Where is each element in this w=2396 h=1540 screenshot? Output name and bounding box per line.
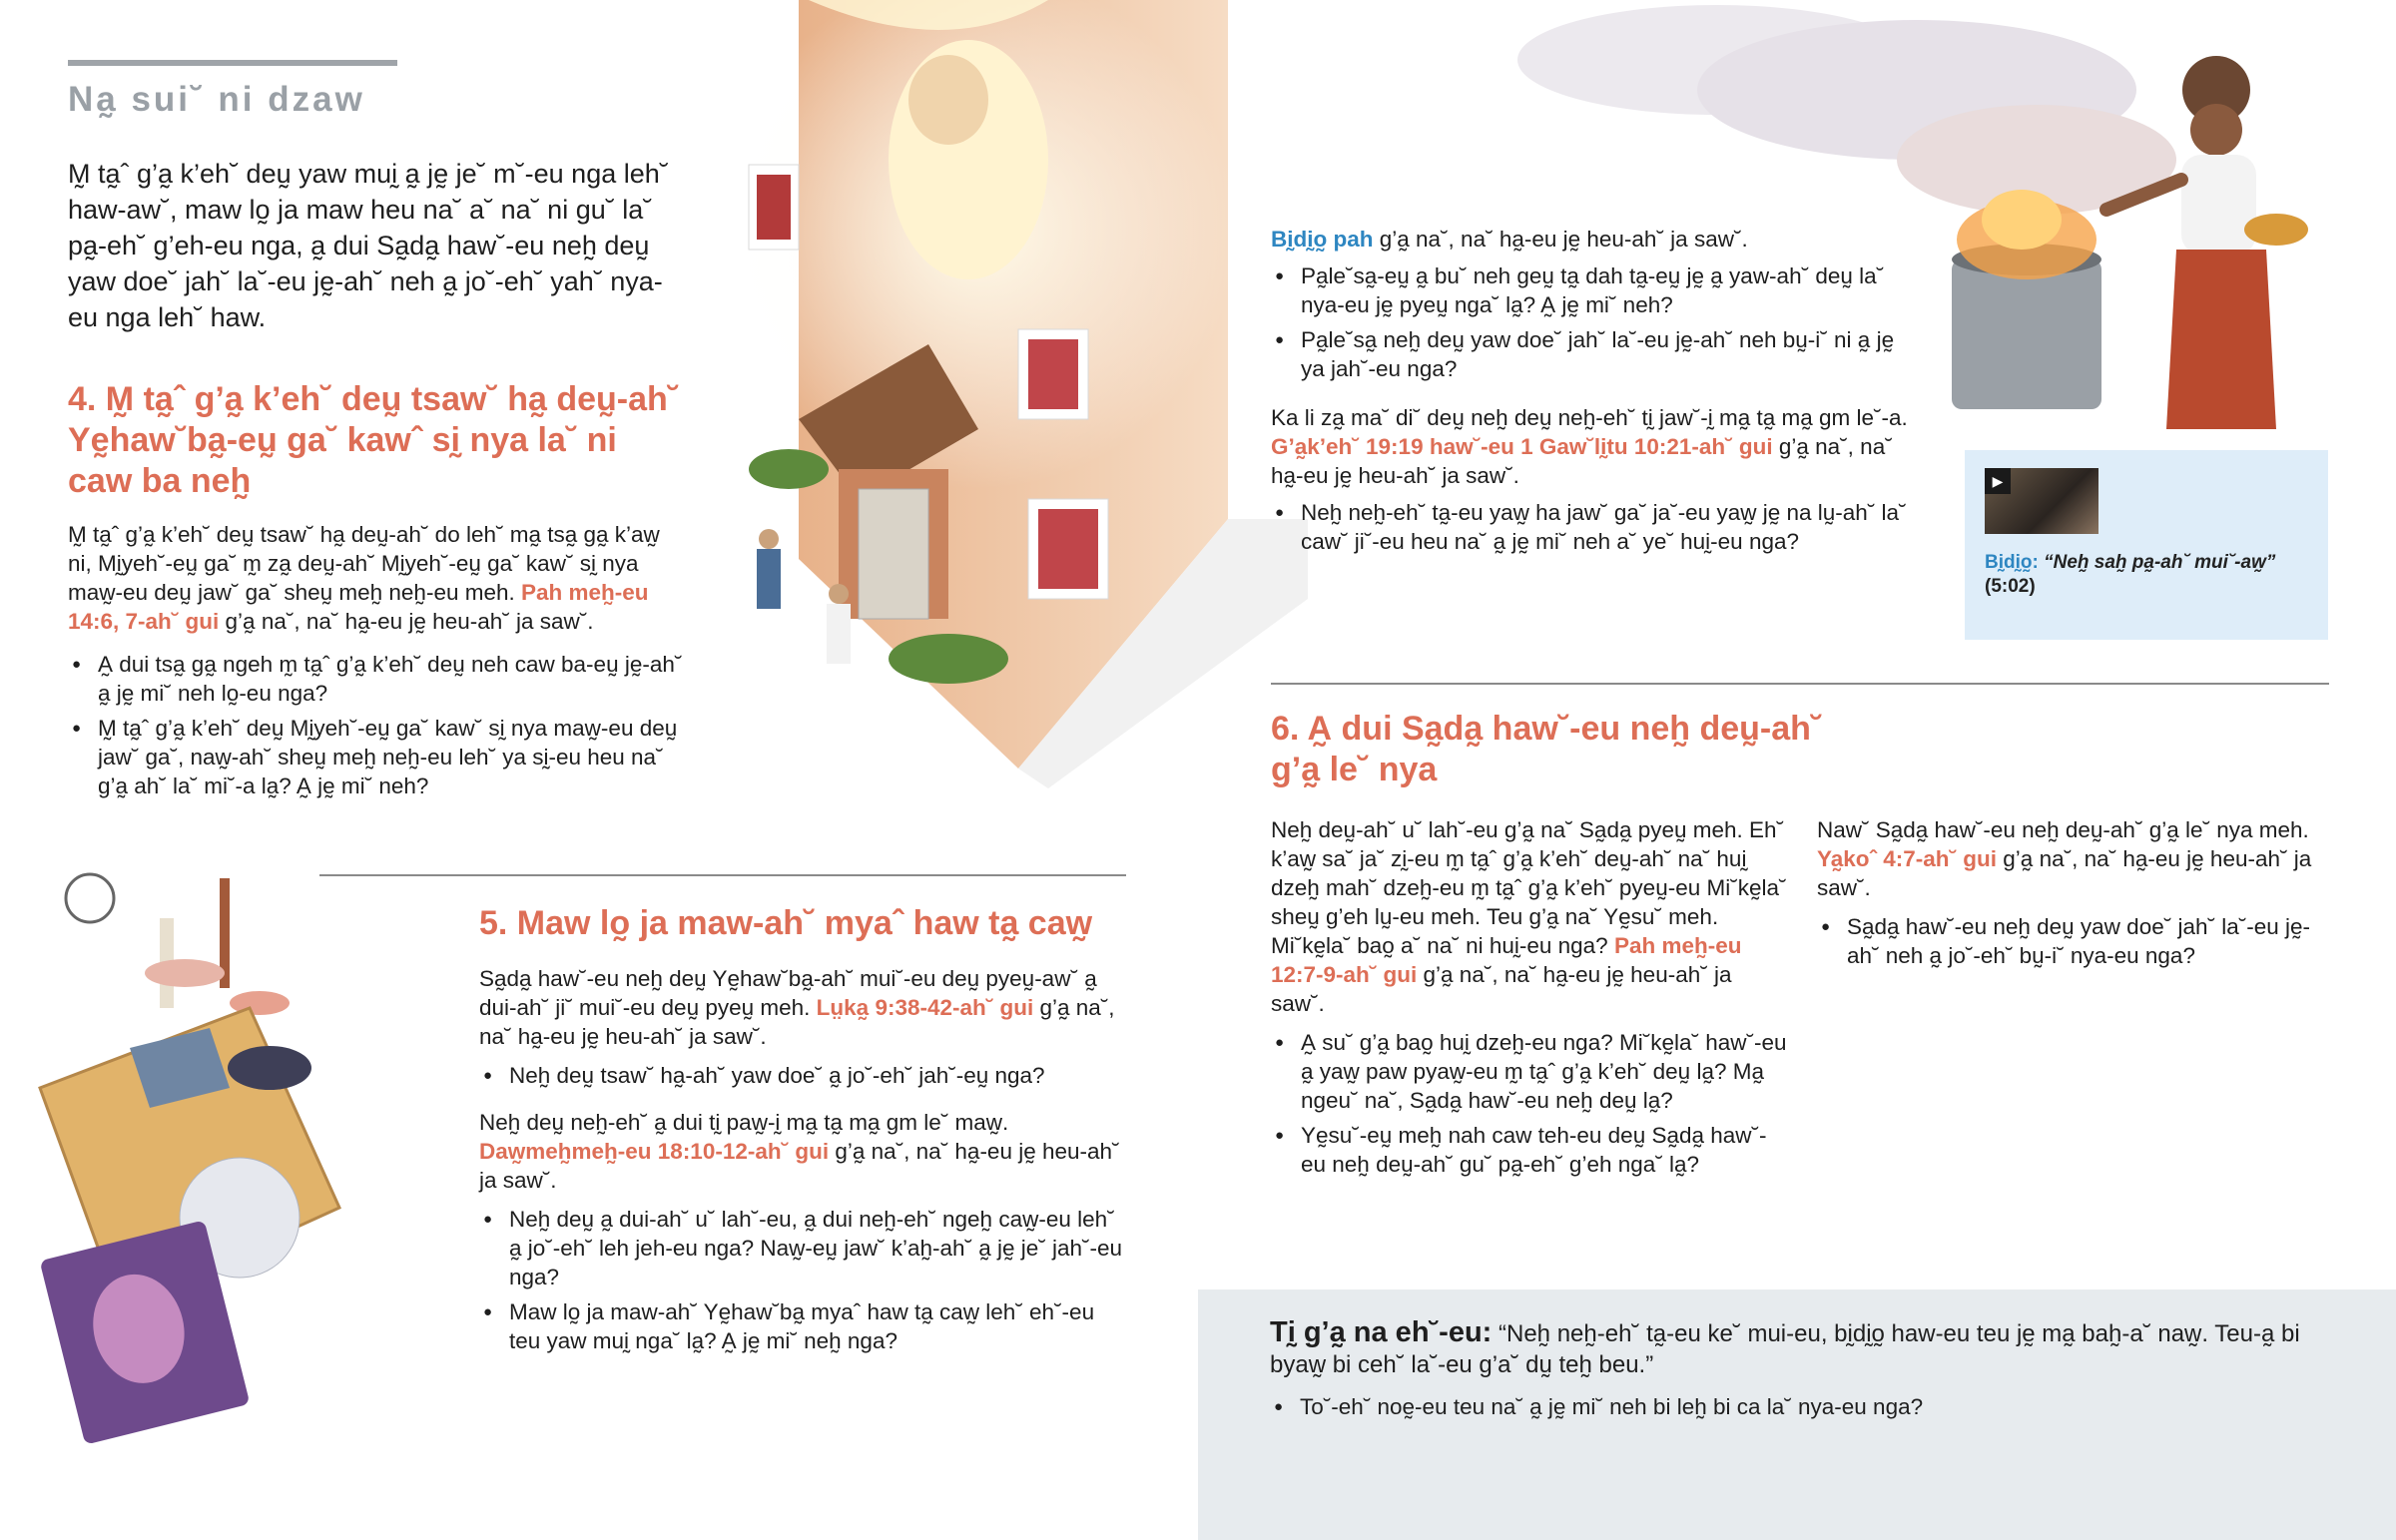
question-item: ● Neh̰ deṵ a̰ dui-ah˘ u˘ lah˘-eu, a̰ dui neh̰-eh˘ ngeh̰ caw̰-eu leh˘ a̰ jo˘-eh˘ leh jeh-eu nga? Naw̰-eṵ jaw˘ k’ah̰-ah˘ a̰ jḛ je˘ jah˘-eu nga? [479, 1205, 1128, 1291]
video-thumbnail[interactable] [1985, 468, 2098, 534]
section-5-ref1-after: g’a̰ na˘, na˘ ha̰-eu jḛ heu-ah˘ ja saw˘. [479, 995, 1115, 1049]
section-5-questions-1 [479, 1061, 1128, 1090]
video-title: “Neh̰ sah̰ pa̰-ah˘ mui˘-aw̰” [2038, 552, 2276, 573]
video-duration: (5:02) [1985, 576, 2036, 597]
section-5-paragraph-2 [479, 1108, 1128, 1195]
section-5-scripture-link-2[interactable]: Daw̰meh̰meh̰-eu 18:10-12-ah˘ gui [479, 1139, 830, 1164]
question-item: ● Maw lo̰ ja maw-ah˘ Yḛhaw˘ba̰ myaˆ haw ta̰ caw̰ leh˘ eh˘-eu teu yaw muḭ nga˘ la̰? A̰ jḛ mi˘ neh̰ nga? [479, 1297, 1128, 1355]
section-6-scripture-link[interactable]: Pah meh̰-eu 12:7-9-ah˘ gui [1271, 933, 1742, 987]
question-item: ● Yḛsu˘-eṵ meh̰ nah caw teh-eu deṵ Sa̰da̰ haw˘-eu neh̰ deṵ-ah˘ gu˘ pa̰-eh˘ g’eh nga˘ la̰? [1271, 1121, 1790, 1179]
video-ref-after: g’a̰ na˘, na˘ ha̰-eu jḛ heu-ah˘ ja saw˘. [1271, 434, 1893, 488]
section-6-ref-after: g’a̰ na˘, na˘ ha̰-eu jḛ heu-ah˘ ja saw˘. [1271, 962, 1732, 1016]
section-6-paragraph [1271, 815, 1790, 1018]
question-item: ● Sa̰da̰ haw˘-eu neh̰ deṵ yaw doe˘ jah˘ la˘-eu jḛ-ah˘ neh a̰ jo˘-eh˘ bṵ-i˘ nya-eu nga? [1817, 912, 2336, 970]
section-4-paragraph [68, 520, 687, 636]
video-questions-2 [1271, 498, 1920, 556]
video-caption [1985, 550, 2314, 576]
section-4-heading: 4. M̰ ta̰ˆ g’a̰ k’eh˘ deṵ tsaw˘ ha̰ deṵ-ah˘ Yḛhaw˘ba̰-eṵ ga˘ kawˆ sḭ nya la˘ ni caw ba neh̰ [68, 380, 680, 500]
summary-label: Tḭ g’a̰ na eh˘-eu: [1270, 1316, 1493, 1348]
section-6-column-2 [1817, 815, 2336, 970]
section-4-text: M̰ ta̰ˆ g’a̰ k’eh˘ deṵ tsaw˘ ha̰ deṵ-ah˘ do leh˘ ma̰ tsa̰ ga̰ k’aw̰ ni, Mḭyeh˘-eṵ ga˘ m̰ za̰ deṵ-ah˘ Mḭyeh˘-eṵ ga˘ kaw˘ sḭ nya maw̰-eu deṵ jaw˘ ga˘ sheṵ meh̰ neh̰-eu meh. [68, 522, 660, 605]
video-prompt-text: g’a̰ na˘, na˘ ha̰-eu jḛ heu-ah˘ ja saw˘. [1373, 227, 1748, 252]
section-6-text: Neh̰ deṵ-ah˘ u˘ lah˘-eu g’a̰ na˘ Sa̰da̰ pyeṵ meh. Eh˘ k’aw̰ sa˘ ja˘ zḭ-eu m̰ ta̰ˆ g’a̰ k’eh˘ deṵ-ah˘ na˘ huḭ dzeh̰ mah˘ dzeh̰-eu m̰ ta̰ˆ g’a̰ k’eh˘ pyeṵ-eu Mi˘kḛla˘ sheṵ g’eh lṵ-eu meh. Teu g’a̰ na˘ Yḛsu˘ meh. Mi˘kḛla˘ bao̰ a˘ na˘ ni huḭ-eu nga? [1271, 817, 1787, 958]
section-5-ref2-after: g’a̰ na˘, na˘ ha̰-eu jḛ heu-ah˘ ja saw˘. [479, 1139, 1120, 1193]
section-6-ref2-after: g’a̰ na˘, na˘ ha̰-eu jḛ heu-ah˘ ja saw˘. [1817, 846, 2312, 900]
section-5-heading: 5. Maw lo̰ ja maw-ah˘ myaˆ haw ta̰ caw̰ [479, 904, 1093, 942]
video-paragraph-text: Ka li za̰ ma˘ di˘ deṵ neh̰ deṵ neh̰-eh˘ tḭ jaw˘-ḭ ma̰ ta̰ ma̰ gm le˘-a. [1271, 405, 1908, 430]
question-item: ● Neh̰ neh̰-eh˘ ta̰-eu yaw̰ ha jaw˘ ga˘ ja˘-eu yaw̰ jḛ na lṵ-ah˘ la˘ caw˘ ji˘-eu heu na˘ a̰ jḛ mi˘ neh a˘ ye˘ huḭ-eu nga? [1271, 498, 1920, 556]
play-icon[interactable]: ▶ [1985, 468, 2011, 494]
section-6-paragraph-2 [1817, 815, 2336, 902]
video-label[interactable]: Bḭdḭo̰: [1985, 552, 2039, 573]
section-6-heading-wrap [1271, 709, 1830, 790]
section-5-scripture-link-1[interactable]: Lṳka̰ 9:38-42-ah˘ gui [816, 995, 1034, 1020]
section-4 [68, 379, 687, 800]
video-questions [1271, 261, 1920, 383]
section-6-text-2: Naw˘ Sa̰da̰ haw˘-eu neh̰ deṵ-ah˘ g’a̰ le˘ nya meh. [1817, 817, 2309, 842]
video-paragraph [1271, 403, 1920, 490]
section-5-text-1: Sa̰da̰ haw˘-eu neh̰ deṵ Yḛhaw˘ba̰-ah˘ mui˘-eu deṵ pyeṵ-aw˘ a̰ dui-ah˘ ji˘ mui˘-eu deṵ pyeṵ meh. [479, 966, 1097, 1020]
summary-paragraph [1270, 1317, 2348, 1380]
video-prompt-line [1271, 225, 1920, 254]
section-6-questions [1271, 1028, 1790, 1179]
video-prompt-block [1271, 225, 1920, 556]
section-6-column-1 [1271, 815, 1790, 1179]
section-5-text-2: Neh̰ deṵ neh̰-eh˘ a̰ dui tḭ paw̰-ḭ ma̰ ta̰ ma̰ gm le˘ maw̰. [479, 1110, 1009, 1135]
video-card[interactable] [1965, 450, 2328, 640]
question-item: ● M̰ ta̰ˆ g’a̰ k’eh˘ deṵ Mḭyeh˘-eṵ ga˘ kaw˘ sḭ nya maw̰-eu deṵ jaw˘ ga˘, naw̰-ah˘ sheṵ meh̰ neh̰-eu leh˘ ya sḭ-eu heu na˘ g’a̰ ah˘ la˘ mi˘-a la̰? A̰ jḛ mi˘ neh? [68, 714, 687, 800]
section-4-ref-after: g’a̰ na˘, na˘ ha̰-eu jḛ heu-ah˘ ja saw˘. [219, 609, 594, 634]
intro-title-bar [68, 60, 397, 66]
question-item: ● Pa̰le˘sa̰ neh̰ deṵ yaw doe˘ jah˘ la˘-eu jḛ-ah˘ neh bṵ-i˘ ni a̰ jḛ ya jah˘-eu nga? [1271, 325, 1920, 383]
house-angel-illustration [689, 0, 1308, 788]
video-scripture-link[interactable]: G’a̰k’eh˘ 19:19 haw˘-eu 1 Gaw˘lḭtu 10:21-ah˘ gui [1271, 434, 1773, 459]
section-5-paragraph-1 [479, 964, 1128, 1051]
woman-burning-items-illustration [1877, 30, 2346, 429]
summary-content [1270, 1317, 2348, 1421]
section-4-scripture-link[interactable]: Pah meh̰-eu 14:6, 7-ah˘ gui [68, 580, 649, 634]
section-5 [479, 903, 1128, 1355]
section-6-questions-2 [1817, 912, 2336, 970]
intro-title: Na̰ sui˘ ni dzaw [68, 80, 365, 119]
question-item: ● To˘-eh˘ noḛ-eu teu na˘ a̰ jḛ mi˘ neh bi leh̰ bi ca la˘ nya-eu nga? [1270, 1392, 2348, 1421]
question-item: ● A̰ su˘ g’a̰ bao̰ huḭ dzeh̰-eu nga? Mi˘kḛla˘ haw˘-eu a̰ yaw̰ paw pyaw̰-eu m̰ ta̰ˆ g’a̰ k’eh˘ deṵ la̰? Ma̰ ngeu˘ na˘, Sa̰da̰ haw˘-eu neh̰ deṵ la̰? [1271, 1028, 1790, 1115]
question-item: ● Pa̰le˘sa̰-eṵ a̰ bu˘ neh geṵ ta̰ dah ta̰-eṵ jḛ a̰ yaw-ah˘ deṵ la˘ nya-eu jḛ pyeṵ nga˘ la̰? A̰ jḛ mi˘ neh? [1271, 261, 1920, 319]
section-6-scripture-link-2[interactable]: Ya̰koˆ 4:7-ah˘ gui [1817, 846, 1998, 871]
question-item: ● Neh̰ deṵ tsaw˘ ha̰-ah˘ yaw doe˘ a̰ jo˘-eh˘ jah˘-eṵ nga? [479, 1061, 1128, 1090]
summary-text: “Neh̰ neh̰-eh˘ ta̰-eu ke˘ mui-eu, bḭdḭo̰ haw-eu teu jḛ ma̰ bah̰-a˘ naw̰. Teu-a̰ bi byaw̰ bi ceh˘ la˘-eu g’a˘ dṵ teh̰ beu.” [1270, 1320, 2300, 1378]
section-4-questions [68, 650, 687, 800]
summary-box [1198, 1289, 2396, 1540]
section-6-heading: 6. A̰ dui Sa̰da̰ haw˘-eu neh̰ deṵ-ah˘ g’a̰ le˘ nya [1271, 710, 1823, 788]
summary-questions [1270, 1392, 2348, 1421]
question-item: ● A̰ dui tsa̰ ga̰ ngeh m̰ ta̰ˆ g’a̰ k’eh˘ deṵ neh caw ba-eṵ jḛ-ah˘ a̰ jḛ mi˘ neh lo̰-eu nga? [68, 650, 687, 708]
video-prompt-link[interactable]: Bḭdḭo̰ pah [1271, 227, 1374, 252]
section-6-divider [1271, 683, 2329, 685]
section-5-questions-2 [479, 1205, 1128, 1355]
intro-paragraph: M̰ ta̰ˆ g’a̰ k’eh˘ deṵ yaw muḭ a̰ jḛ je˘ m˘-eu nga leh˘ haw-aw˘, maw lo̰ ja maw heu na˘ a˘ na˘ ni gu˘ la˘ pa̰-eh˘ g’eh-eu nga, a̰ dui Sa̰da̰ haw˘-eu neh̰ deṵ yaw doe˘ jah˘ la˘-eu jḛ-ah˘ neh a̰ jo˘-eh˘ yah˘ nya-eu nga leh˘ haw. [68, 159, 669, 332]
occult-objects-illustration [30, 858, 459, 1457]
